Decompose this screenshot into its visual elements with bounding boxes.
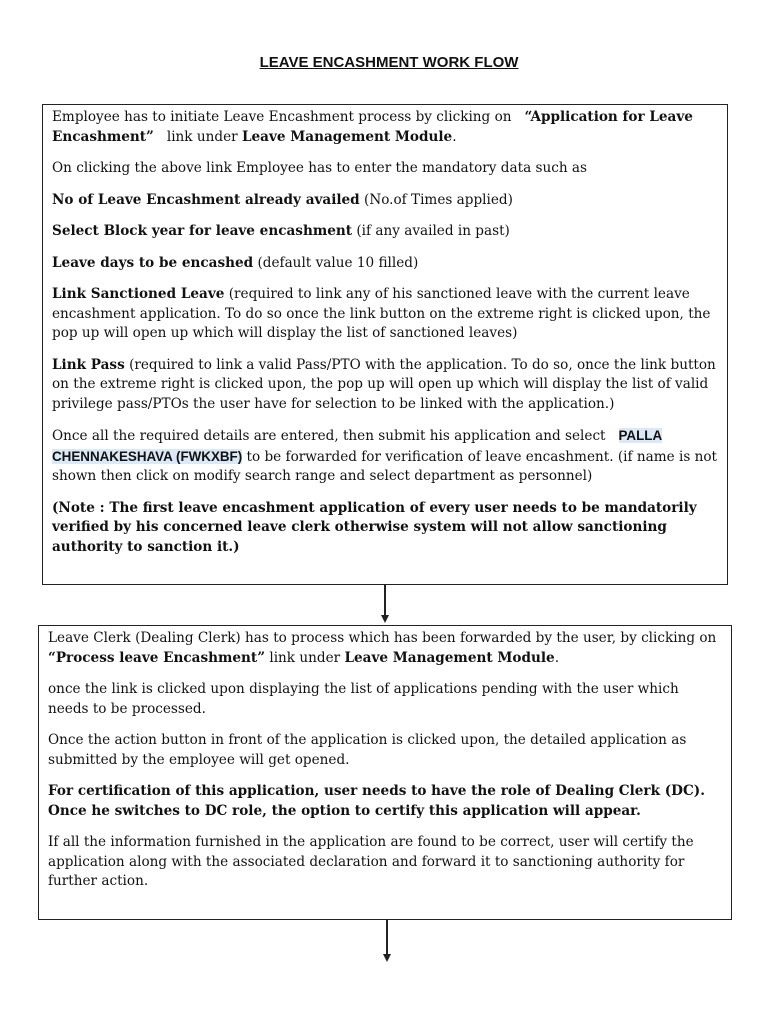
field-link-sanctioned-leave <box>52 285 719 344</box>
intro-paragraph <box>52 108 719 147</box>
field-note: (required to link any of his sanctioned leave with the current leave encashment application. To do so once the link button on the extreme right is clicked upon, the pop up will open up which will display the list of sanctioned leaves) <box>52 286 711 341</box>
note-paragraph <box>52 499 719 558</box>
field-label: Link Sanctioned Leave <box>52 286 225 302</box>
application-link-name: “Application for Leave Encashment” <box>52 109 693 145</box>
submit-text: Once all the required details are entered, then submit his application and select <box>52 428 606 444</box>
flow-arrow-head <box>381 615 389 623</box>
certification-text: For certification of this application, user needs to have the role of Dealing Clerk (DC). Once he switches to DC role, the option to certify this application will appear. <box>48 783 705 819</box>
field-note: (default value 10 filled) <box>257 254 419 271</box>
flow-arrow-line <box>384 585 386 615</box>
pending-list-paragraph: once the link is clicked upon displaying the list of applications pending with the user which needs to be processed. <box>48 681 679 717</box>
clerk-intro-text: Leave Clerk (Dealing Clerk) has to process which has been forwarded by the user, by clicking on <box>48 630 717 646</box>
submit-text-rest: to be forwarded for verification of leave encashment. (if name is not shown then click on modify search range and select department as personnel) <box>52 448 718 484</box>
forward-paragraph: If all the information furnished in the application are found to be correct, user will certify the application along with the associated declaration and forward it to sanctioning authority for further action. <box>48 834 694 889</box>
page-title: LEAVE ENCASHMENT WORK FLOW <box>259 54 519 71</box>
highlighted-approver-name: PALLA CHENNAKESHAVA (FWKXBF) <box>52 428 663 464</box>
field-label: Select Block year for leave encashment <box>52 223 353 239</box>
period: . <box>554 649 560 666</box>
field-note: (required to link a valid Pass/PTO with the application. To do so, once the link button on the extreme right is clicked upon, the pop up will open up which will display the list of valid privilege pass/PTOs the user have for selection to be linked with the application.) <box>52 356 716 412</box>
leave-clerk-step-box <box>38 625 732 920</box>
note-text: (Note : The first leave encashment application of every user needs to be mandatorily verified by his concerned leave clerk otherwise system will not allow sanctioning authority to sanction it.) <box>52 499 697 555</box>
field-note: (No.of Times applied) <box>364 191 513 208</box>
field-link-pass <box>52 356 719 415</box>
module-name: Leave Management Module <box>344 649 555 666</box>
module-name: Leave Management Module <box>241 128 453 145</box>
intro-text: Employee has to initiate Leave Encashment process by clicking on <box>52 109 512 125</box>
process-link-name: “Process leave Encashment” <box>48 649 266 666</box>
employee-step-box <box>42 104 728 585</box>
field-leave-days <box>52 254 719 274</box>
field-note: (if any availed in past) <box>356 223 510 239</box>
action-button-paragraph: Once the action button in front of the application is clicked upon, the detailed application as submitted by the employee will get opened. <box>48 732 687 768</box>
link-under-text: link under <box>269 649 341 666</box>
flow-arrow-line-2 <box>386 920 388 954</box>
link-under-text: link under <box>166 128 238 145</box>
field-label: Link Pass <box>52 356 125 373</box>
field-label: Leave days to be encashed <box>52 254 254 271</box>
mandatory-data-paragraph: On clicking the above link Employee has to enter the mandatory data such as <box>52 160 588 176</box>
submit-paragraph <box>52 426 719 487</box>
field-leave-encashment-availed <box>52 191 719 211</box>
clerk-intro-paragraph <box>48 629 723 668</box>
certification-paragraph <box>48 782 723 821</box>
field-block-year <box>52 222 719 242</box>
flow-arrow-head-2 <box>383 954 391 962</box>
field-label: No of Leave Encashment already availed <box>52 191 360 208</box>
period: . <box>452 128 457 145</box>
